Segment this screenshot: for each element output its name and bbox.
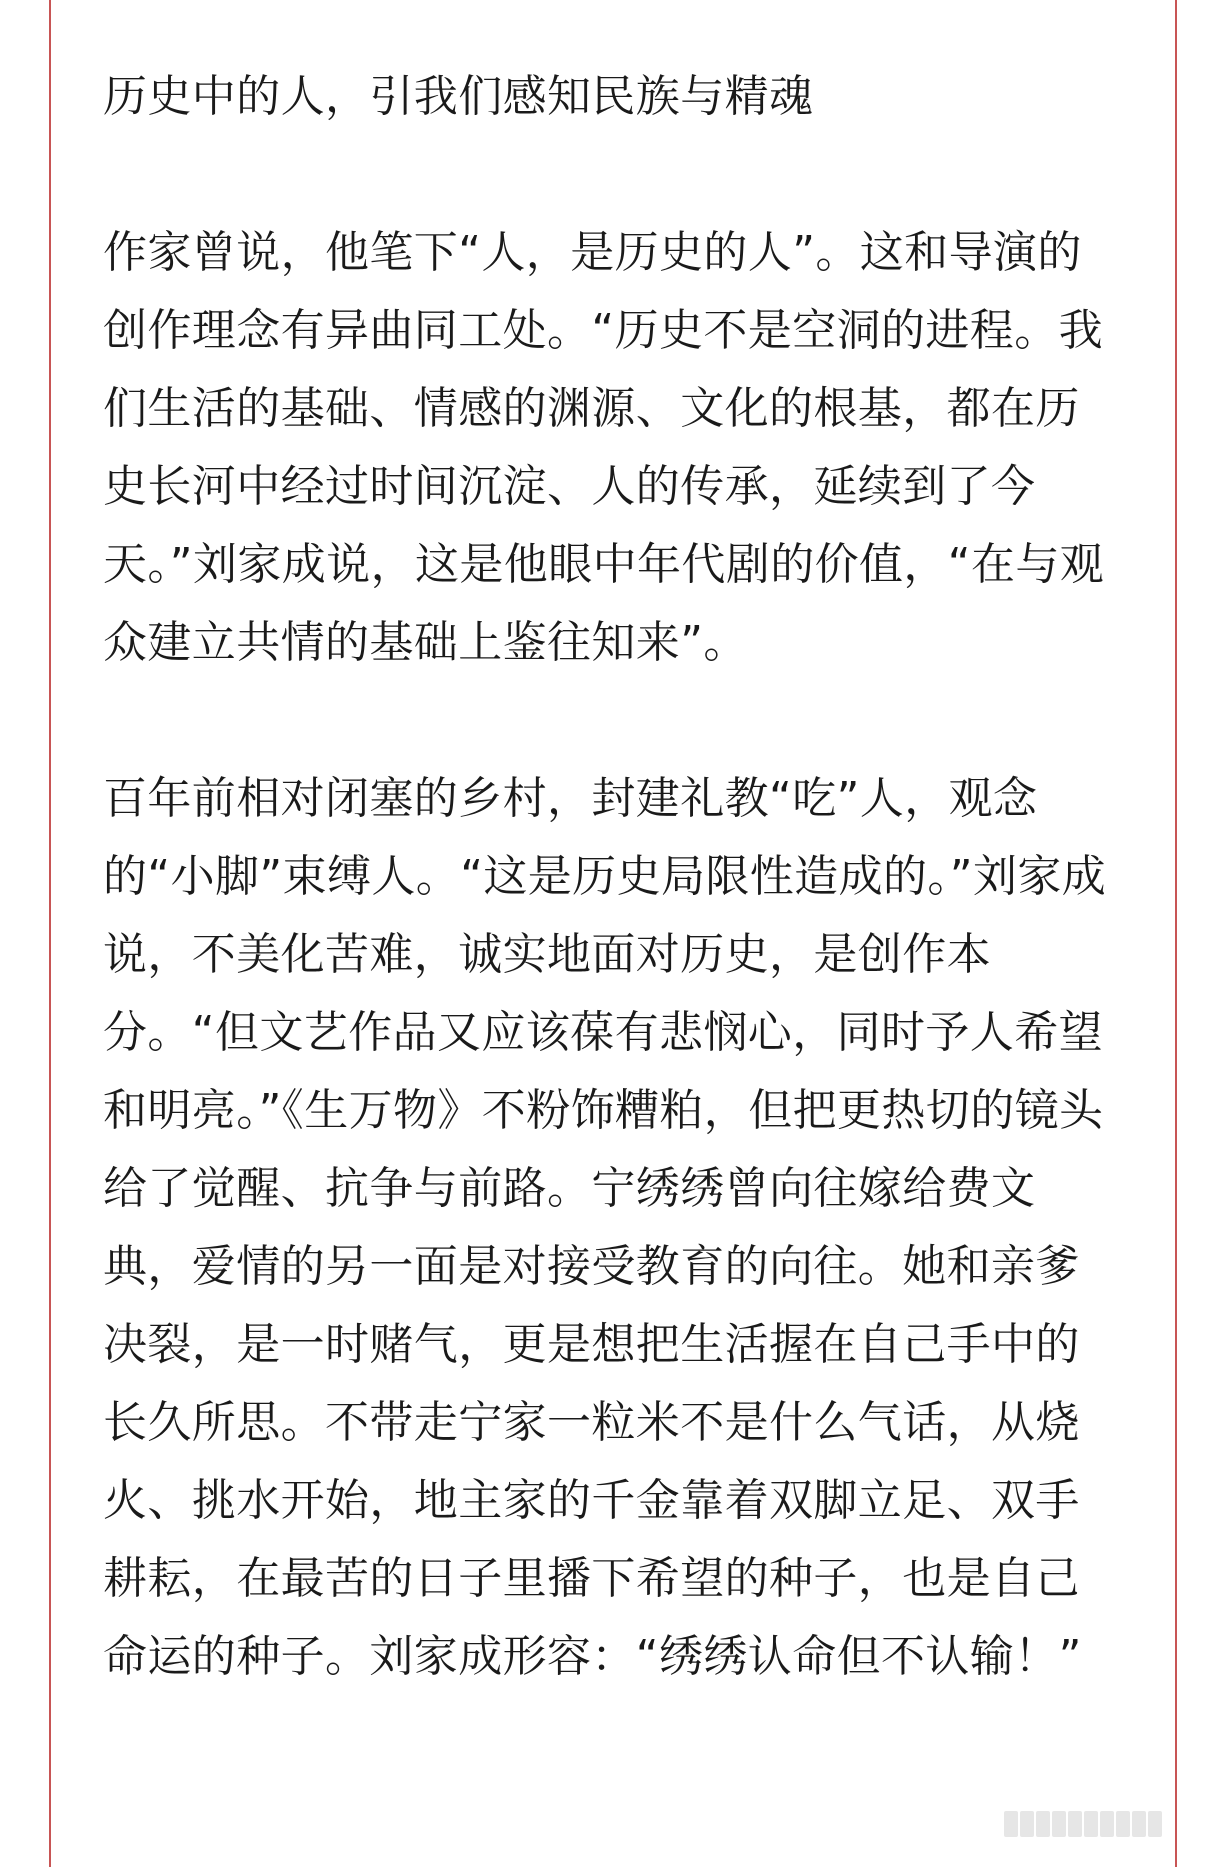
- paragraph-2: 百年前相对闭塞的乡村，封建礼教“吃”人，观念的“小脚”束缚人。“这是历史局限性造成的。”刘家成说，不美化苦难，诚实地面对历史，是创作本分。“但文艺作品又应该葆有悲悯心，同时予人希望和明亮。”《生万物》不粉饰糟粕，但把更热切的镜头给了觉醒、抗争与前路。宁绣绣曾向往嫁给费文典，爱情的另一面是对接受教育的向往。她和亲爹决裂，是一时赌气，更是想把生活握在自己手中的长久所思。不带走宁家一粒米不是什么气话，从烧火、挑水开始，地主家的千金靠着双脚立足、双手耕耘，在最苦的日子里播下希望的种子，也是自己命运的种子。刘家成形容：“绣绣认命但不认输！”: [103, 773, 1107, 1682]
- article-body: [103, 58, 1123, 1774]
- watermark-mark: [1004, 1811, 1162, 1837]
- section-heading: 历史中的人，引我们感知民族与精魂: [103, 71, 814, 122]
- paragraph-1: 作家曾说，他笔下“人，是历史的人”。这和导演的创作理念有异曲同工处。“历史不是空洞的进程。我们生活的基础、情感的渊源、文化的根基，都在历史长河中经过时间沉淀、人的传承，延续到了今天。”刘家成说，这是他眼中年代剧的价值，“在与观众建立共情的基础上鉴往知来”。: [103, 227, 1105, 668]
